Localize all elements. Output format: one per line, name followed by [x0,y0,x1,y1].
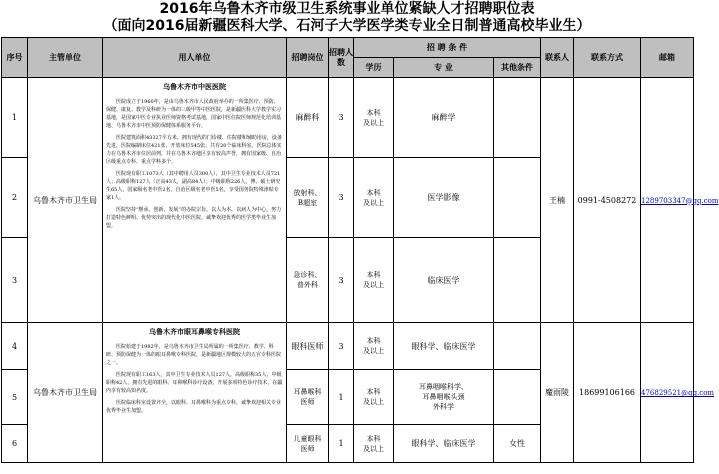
position-cell: 放射科、 B超室 [287,158,329,238]
table-row [2,323,694,370]
major-cell: 眼科学、临床医学 [394,425,494,463]
header-contact: 联系人 [541,38,574,78]
other-cell [494,238,541,323]
table-row [2,78,694,158]
supervisor-cell: 乌鲁木齐市卫生局 [28,323,103,463]
employer-name: 乌鲁木齐市眼耳鼻喉专科医院 [149,327,240,336]
position-cell: 麻醉科 [287,78,329,158]
major-cell: 眼科学、临床医学 [394,323,494,370]
header-supervisor: 主管单位 [28,38,103,78]
seq-cell: 5 [2,370,28,425]
description-paragraph: 医院现有职工163人，其中卫生专业技术人员127人，高级职称35人，中级职称42人，拥有先进的眼科、耳鼻喉科诊疗设备，开展多项特色诊疗技术，在疆内享有较高知名度。 [106,372,283,394]
count-cell: 3 [329,158,354,238]
email-cell[interactable] [641,78,719,323]
contact-cell: 王楠 [541,78,574,323]
phone-cell: 0991-4508272 [574,78,641,323]
employer-name: 乌鲁木齐市中医医院 [163,82,226,91]
employer-description [103,78,287,323]
other-cell: 女性 [494,425,541,463]
header-conditions: 招 聘 条 件 [354,38,541,58]
major-cell: 医学影像 [394,158,494,238]
email-link[interactable]: 1289703347@qq.com [641,196,719,205]
major-cell: 耳鼻咽喉科学、 耳鼻咽喉头颈 外科学 [394,370,494,425]
phone-cell: 18699106166 [574,323,641,463]
position-cell: 耳鼻喉科 医师 [287,370,329,425]
seq-cell: 1 [2,78,28,158]
page-title: 2016年乌鲁木齐市级卫生系统事业单位紧缺人才招聘职位表 [159,1,535,17]
count-cell: 3 [329,78,354,158]
email-cell[interactable] [641,323,715,463]
education-cell: 本科 及以上 [354,78,394,158]
header-row [2,38,694,58]
description-paragraph: 医院成立于1960年，是由乌鲁木齐市人民政府举办的一所集医疗、预防、保健、康复、教学及科研为一体的三级甲等中医医院，是新疆医科大学教学实习基地，是国家中医专业执业医师资格考试基地，国家中医住院医师规范化培训基地、乌鲁木齐市中医预防保健体系服务平台。 [106,99,282,129]
recruitment-table [1,37,719,463]
other-cell [494,158,541,238]
header-count: 招聘人数 [329,38,354,78]
seq-cell: 3 [2,238,28,323]
header-seq: 序号 [2,38,28,78]
position-cell: 眼科医师 [287,323,329,370]
description-paragraph: 医院临床科室设置齐全，以眼科、耳鼻喉科为重点专科，诚挚欢迎相关专业优秀毕业生加盟。 [106,400,282,414]
header-phone: 联系方式 [574,38,641,78]
seq-cell: 2 [2,158,28,238]
header-major: 专 业 [394,58,494,78]
page-header [0,1,694,35]
email-link[interactable]: 476829521@qq.com [641,389,715,397]
position-cell: 儿童眼科 医师 [287,425,329,463]
header-employer: 用人单位 [103,38,287,78]
major-cell: 临床医学 [394,238,494,323]
education-cell: 本科 及以上 [354,370,394,425]
education-cell: 本科 及以上 [354,238,394,323]
other-cell [494,370,541,425]
header-education: 学历 [354,58,394,78]
count-cell: 3 [329,238,354,323]
count-cell: 1 [329,425,354,463]
position-cell: 急诊科、 普外科 [287,238,329,323]
seq-cell: 4 [2,323,28,370]
header-position: 招聘岗位 [287,38,329,78]
education-cell: 本科 及以上 [354,158,394,238]
count-cell: 3 [329,323,354,370]
description-paragraph: 医院建筑面积43327平方米，拥有现代的门诊楼、住院楼和辅助用房，设备先进，医院编制床位421张，开放床位545张。共有20个临床科室。医院总体实力在乌鲁木齐市位居前列，并在乌鲁木齐地区享有较高声誉，拥有国家级、自治区级重点专科、重点学科多个。 [106,135,282,165]
major-cell: 麻醉学 [394,78,494,158]
header-email: 邮箱 [641,38,694,78]
other-cell [494,78,541,158]
contact-cell: 魔雨陵 [541,323,574,463]
supervisor-cell: 乌鲁木齐市卫生局 [28,78,103,323]
description-paragraph: 医院始建于1982年，是乌鲁木齐市卫生局所属的一所集医疗、教学、科研、预防保健为一体的眼耳鼻喉专科医院，是新疆地区规模较大的五官专科医院之一。 [106,344,282,366]
description-paragraph: 医院坚持“继承、创新、发展”的办院宗旨，以人为本、以病人为中心，努力打造特色鲜明、优势突出的现代化中医医院。诚挚欢迎优秀的医学类毕业生加盟。 [106,207,282,229]
other-cell [494,323,541,370]
count-cell: 1 [329,370,354,425]
seq-cell: 6 [2,425,28,463]
education-cell: 本科 及以上 [354,323,394,370]
education-cell: 本科 及以上 [354,425,394,463]
description-paragraph: 医院现有职工1073人（其中聘用人员300人），其中卫生专业技术人员721人；高级职称127人（正高43人，副高84人）；中级职称226人，博、硕士研究生65人，国家级名老中医2名，自治区级名老中医5名，享受国务院特殊津贴专家1人。 [106,171,281,201]
header-other: 其他条件 [494,58,541,78]
employer-description [103,323,287,463]
page-subtitle: （面向2016届新疆医科大学、石河子大学医学类专业全日制普通高校毕业生） [103,18,591,34]
